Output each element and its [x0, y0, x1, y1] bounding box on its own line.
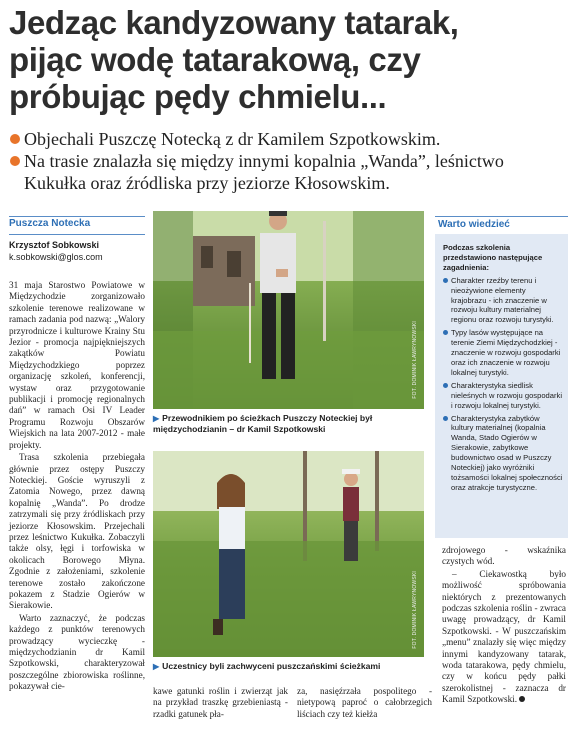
sidebar-item-text: Charakterystyka zabytków kultury materialnej (kopalnia Wanda, Stado Ogierów w Sierakowie, zabytkowe budownictwo osad w Puszczy Noteckiej) jako wyróżniki tożsamości lokalnej społeczności oraz atrakcje turystyczne.	[451, 413, 563, 492]
article-paragraph: kawe gatunki roślin i zwierząt jak na przykład traszkę grzebieniastą - rzadki gatunek pła-	[153, 686, 288, 719]
sidebar-item-text: Typy lasów występujące na terenie Ziemi Międzychodzkiej - znaczenie w rozwoju gospodarki oraz ich znaczenie w rozwoju lokalnej turystyki.	[451, 328, 561, 377]
article-paragraph: Warto zaznaczyć, że podczas każdego z punktów terenowych prowadzący wycieczkę - międzychodzianin dr Kamil Szpotkowski, charakteryzował poszczególne zbiorowiska roślinne, pokazywał cie-	[9, 612, 145, 692]
blue-bullet-icon	[443, 330, 448, 335]
photo-guide-illustration	[153, 211, 424, 409]
article-paragraph	[442, 569, 566, 706]
end-mark-icon	[519, 696, 525, 702]
photo-caption	[153, 661, 424, 672]
sidebar-item	[443, 328, 563, 378]
photo-caption	[153, 413, 424, 435]
photo-participants	[153, 451, 424, 657]
photo-participants-illustration	[153, 451, 424, 657]
headline-line: Jedząc kandyzowany tatarak,	[9, 4, 459, 41]
lead	[9, 128, 565, 194]
sidebar-item-text: Charakterystyka siedlisk nieleśnych w rozwoju gospodarki i rozwoju lokalnej turystyki.	[451, 380, 563, 410]
article-column-3	[297, 686, 432, 721]
photo-caption-text: Uczestnicy byli zachwyceni puszczańskimi ścieżkami	[162, 661, 381, 671]
kicker-rule-bottom	[9, 234, 145, 235]
author-email[interactable]: k.sobkowski@glos.com	[9, 252, 103, 262]
photo-caption-text: Przewodnikiem po ścieżkach Puszczy Noteckiej był międzychodzianin – dr Kamil Szpotkowski	[153, 413, 373, 434]
orange-bullet-icon	[10, 134, 20, 144]
caption-triangle-icon: ▶	[153, 662, 160, 671]
article-paragraph: 31 maja Starostwo Powiatowe w Międzychodzie zorganizowało szkolenie terenowe realizowane w ramach zadania pod nazwą: „Walory przyrodnicze i kulturowe Krainy Stu Jezior - promocja najpiękniejszych zakątków Powiatu Międzychodzkiego poprzez organizację szkoleń, konferencji, wystaw oraz przygotowanie publikacji i promocję regionalnych dań” w ramach Osi IV Leader Programu Rozwoju Obszarów Wiejskich na lata 2007-2012 - małe projekty.	[9, 280, 145, 450]
headline	[9, 4, 565, 115]
orange-bullet-icon	[10, 156, 20, 166]
lead-item	[9, 150, 565, 194]
photo-credit: FOT. DOMINIK ŁAWRYNOWSKI	[412, 571, 418, 649]
lead-text: Objechali Puszczę Notecką z dr Kamilem Szpotkowskim.	[24, 129, 441, 149]
sidebar-content	[443, 243, 563, 496]
article-paragraph: zdrojowego - wskaźnika czystych wód.	[442, 545, 566, 567]
article-column-2	[153, 686, 288, 721]
article-paragraph: Trasa szkolenia przebiegała głównie przez ostępy Puszczy Noteckiej. Goście wyruszyli z Zatomia Nowego, przez dawną kopalnię „Wanda”. Po drodze zatrzymali się przy źródliskach przy jeziorze Kłosowskim. Przejechali przez leśnictwo Kukułka. Zobaczyli także olsy, łęgi i torfowiska w okolicach Borowego Młyna. Zgodnie z założeniami, szkolenie terenowe zostało zakończone pokazem z Stadzie Ogierów w Sierakowie.	[9, 452, 145, 611]
sidebar-title: Warto wiedzieć	[438, 219, 510, 230]
article-column-1	[9, 280, 145, 694]
lead-item	[9, 128, 565, 150]
author-name: Krzysztof Sobkowski	[9, 240, 100, 250]
photo-guide	[153, 211, 424, 409]
article-column-4	[442, 545, 566, 707]
sidebar-item	[443, 414, 563, 493]
sidebar-item	[443, 381, 563, 411]
blue-bullet-icon	[443, 278, 448, 283]
headline-line: pijąc wodę tatarakową, czy	[9, 41, 421, 78]
blue-bullet-icon	[443, 416, 448, 421]
sidebar-lead: Podczas szkolenia przedstawiono następujące zagadnienia:	[443, 243, 543, 272]
photo-credit: FOT. DOMINIK ŁAWRYNOWSKI	[412, 321, 418, 399]
blue-bullet-icon	[443, 383, 448, 388]
headline-line: próbując pędy chmielu...	[9, 78, 387, 115]
article-paragraph: za, nasięźrzała pospolitego - nietypową paproć o całobrzegich liściach czy też kiełża	[297, 686, 432, 719]
caption-triangle-icon: ▶	[153, 414, 160, 423]
article-paragraph-text: – Ciekawostką było możliwość spróbowania niektórych z prezentowanych podczas szkolenia roślin - zwraca uwagę prowadzący, dr Kamil Szpotkowski. - W puszczańskim „menu” znalazły się więc między innymi kandyzowany tatarak, woda tatarakowa, pędy chmielu, czy w końcu pędy pałki szerokolistnej - zaznacza dr Kamil Szpotkowski.	[442, 568, 566, 705]
sidebar-item-text: Charakter rzeźby terenu i nieożywione elementy krajobrazu - ich znaczenie w rozwoju kultury materialnej regionu oraz rozwoju turystyki.	[451, 275, 554, 325]
sidebar-item	[443, 276, 563, 326]
section-kicker: Puszcza Notecka	[9, 218, 91, 229]
lead-text: Na trasie znalazła się między innymi kopalnia „Wanda”, leśnictwo Kukułka oraz źródliska przy jeziorze Kłosowskim.	[24, 151, 504, 193]
